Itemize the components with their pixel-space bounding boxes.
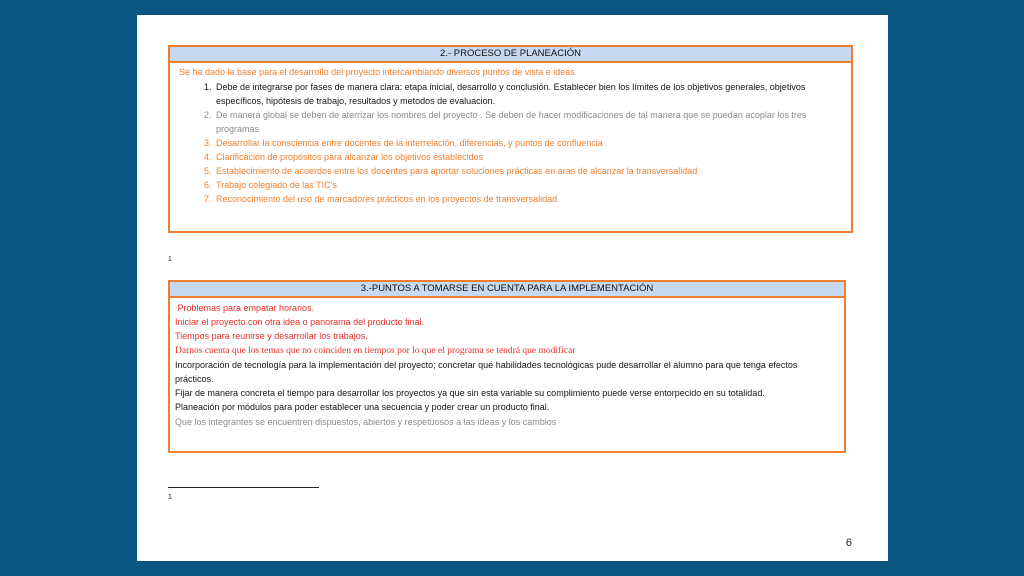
list-item: 2. De manera global se deben de aterrizar los nombres del proyecto . Se deben de hacer modificaciones de tal manera que se puedan acoplar los tres programas — [214, 108, 851, 136]
list-item: Que los integrantes se encuentren dispuestos, abiertos y respetuosos a las ideas y los cambios — [175, 416, 557, 427]
list-item: 1. Debe de integrarse por fases de manera clara: etapa inicial, desarrollo y conclusión. Establecer bien los límites de los objetivos generales, objetivos específicos, hipótesis de trabajo, resultados y metodos de evaluacion. — [214, 80, 851, 108]
list-item: Darnos cuenta que los temas que no coinciden en tiempos por lo que el programa se tendrá que modificar — [175, 345, 576, 356]
footnote-separator — [168, 487, 319, 488]
list-item: Fijar de manera concreta el tiempo para desarrollar los proyectos ya que sin esta variable su complimiento puede verse entorpecido en su totalidad. — [175, 388, 765, 399]
implementation-list — [175, 301, 844, 429]
planning-process-title: 2.- PROCESO DE PLANEACIÓN — [170, 47, 851, 63]
list-item: 4. Clarificación de propósitos para alcanzar los objetivos establecidos — [214, 150, 851, 164]
planning-process-box — [168, 45, 853, 233]
implementation-points-title: 3.-PUNTOS A TOMARSE EN CUENTA PARA LA IMPLEMENTACIÓN — [170, 282, 844, 298]
page-number: 6 — [845, 537, 852, 549]
list-item: 3. Desarrollar la consciencia entre docentes de la interrelación, diferencias, y puntos de confluencia — [214, 136, 851, 150]
document-page — [137, 15, 888, 561]
planning-list — [170, 80, 851, 206]
list-item: Problemas para empatar horarios. — [175, 303, 315, 313]
list-item: Tiempos para reunirse y desarrollar los trabajos. — [175, 331, 368, 342]
list-item: 7. Reconocimiento del uso de marcadores prácticos en los proyectos de transversalidad — [214, 192, 851, 206]
list-item: Iniciar el proyecto con otra idea o panorama del producto final. — [175, 317, 425, 328]
list-item: 6. Trabajo colegiado de las TIC’s — [214, 178, 851, 192]
footnote-marker: 1 — [168, 256, 172, 263]
list-item: Incorporación de tecnología para la implementación del proyecto; concretar qué habilidades tecnológicas pude desarrollar el alumno para que tenga efectos prácticos. — [175, 359, 798, 385]
list-item: 5. Establecimiento de acuerdos entre los docentes para aportar soluciones prácticas en aras de alcanzar la transversalidad — [214, 164, 851, 178]
planning-intro: Se ha dado la base para el desarrollo del proyecto intercambiando diversos puntos de vista e ideas — [179, 67, 575, 77]
footnote-marker: 1 — [168, 494, 172, 501]
implementation-points-box — [168, 280, 846, 453]
list-item: Planeación por módulos para poder establecer una secuencia y poder crear un producto final. — [175, 402, 550, 413]
